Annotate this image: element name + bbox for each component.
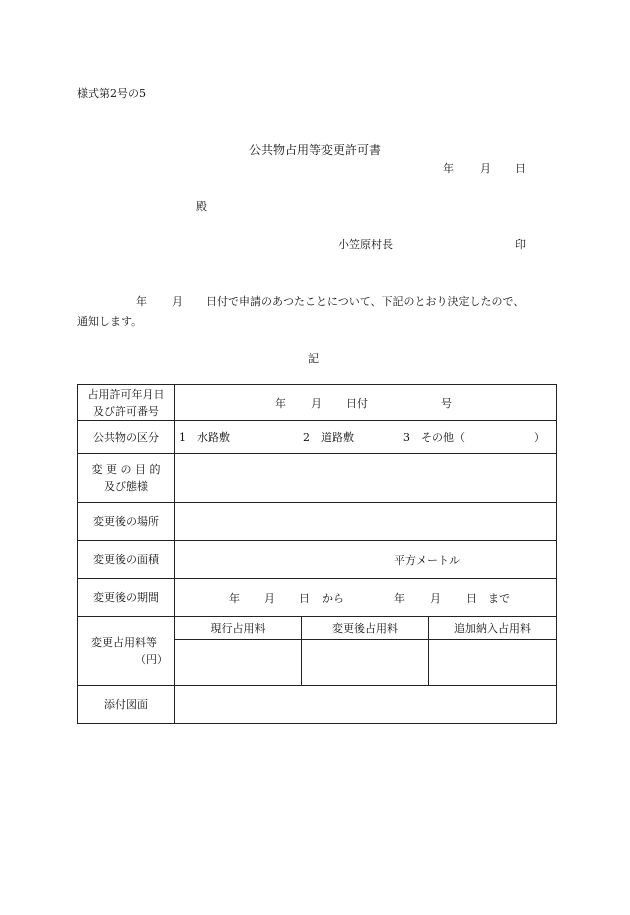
- row-area: [78, 541, 557, 579]
- changed-fee-value[interactable]: [302, 640, 429, 686]
- ki-heading: 記: [308, 352, 319, 365]
- label-line: 変 更 の 目 的: [91, 463, 161, 476]
- period-label: 変更後の期間: [78, 579, 175, 617]
- seal-mark: 印: [515, 238, 526, 251]
- category-options[interactable]: [175, 421, 557, 454]
- period-start-year: 年: [229, 591, 240, 605]
- period-start-day: 日: [299, 591, 310, 605]
- area-value[interactable]: [175, 541, 557, 579]
- row-period: [78, 579, 557, 617]
- row-attachments: [78, 686, 557, 724]
- permit-date-number-label: [78, 385, 175, 421]
- category-option-road[interactable]: 2 道路敷: [303, 431, 354, 444]
- row-permit-date-number: [78, 385, 557, 421]
- body-month: 月: [172, 295, 183, 308]
- addressee-suffix: 殿: [196, 200, 207, 213]
- body-year: 年: [136, 295, 147, 308]
- body-text-line1: 日付で申請のあつたことについて、下記のとおり決定したので、: [206, 295, 525, 308]
- label-line: 及び許可番号: [93, 404, 159, 418]
- area-unit: 平方メートル: [394, 553, 460, 567]
- date-month: 月: [480, 162, 491, 175]
- attachments-label: 添付図面: [78, 686, 175, 724]
- issuer-name: 小笠原村長: [338, 238, 393, 251]
- row-location: [78, 503, 557, 541]
- period-end-day: 日: [466, 591, 477, 605]
- category-other-close: ）: [534, 431, 545, 444]
- label-line: 占用許可年月日: [87, 387, 165, 401]
- date-year: 年: [443, 162, 454, 175]
- area-label: 変更後の面積: [78, 541, 175, 579]
- attachments-value[interactable]: [175, 686, 557, 724]
- current-fee-value[interactable]: [175, 640, 302, 686]
- changed-fee-header: 変更後占用料: [302, 617, 429, 640]
- category-option-other[interactable]: 3 その他（: [403, 431, 465, 444]
- current-fee-header: 現行占用料: [175, 617, 302, 640]
- details-table: [77, 384, 557, 724]
- period-until: まで: [488, 591, 510, 605]
- period-end-year: 年: [394, 591, 405, 605]
- body-text-line2: 通知します。: [77, 315, 143, 328]
- label-line: 及び態様: [104, 480, 148, 493]
- permit-month: 月: [311, 396, 322, 410]
- additional-fee-value[interactable]: [429, 640, 557, 686]
- category-option-waterway[interactable]: 1 水路敷: [179, 431, 230, 444]
- permit-year: 年: [275, 396, 286, 410]
- period-end-month: 月: [430, 591, 441, 605]
- form-number: 様式第2号の5: [77, 87, 146, 100]
- row-purpose: [78, 454, 557, 503]
- category-label: 公共物の区分: [78, 421, 175, 454]
- label-line: 変更占用料等: [91, 636, 157, 649]
- period-from: から: [322, 591, 344, 605]
- purpose-label: [78, 454, 175, 503]
- row-fees-header: [78, 617, 557, 640]
- period-start-month: 月: [264, 591, 275, 605]
- date-day: 日: [515, 162, 526, 175]
- permit-number-suffix: 号: [441, 396, 452, 410]
- fees-label: [78, 617, 175, 686]
- permit-date-number-value[interactable]: [175, 385, 557, 421]
- location-value[interactable]: [175, 503, 557, 541]
- label-line: （円）: [135, 653, 168, 666]
- additional-fee-header: 追加納入占用料: [429, 617, 557, 640]
- permit-day: 日付: [346, 396, 368, 410]
- purpose-value[interactable]: [175, 454, 557, 503]
- location-label: 変更後の場所: [78, 503, 175, 541]
- period-value[interactable]: [175, 579, 557, 617]
- row-public-property-category: [78, 421, 557, 454]
- document-title: 公共物占用等変更許可書: [249, 143, 382, 157]
